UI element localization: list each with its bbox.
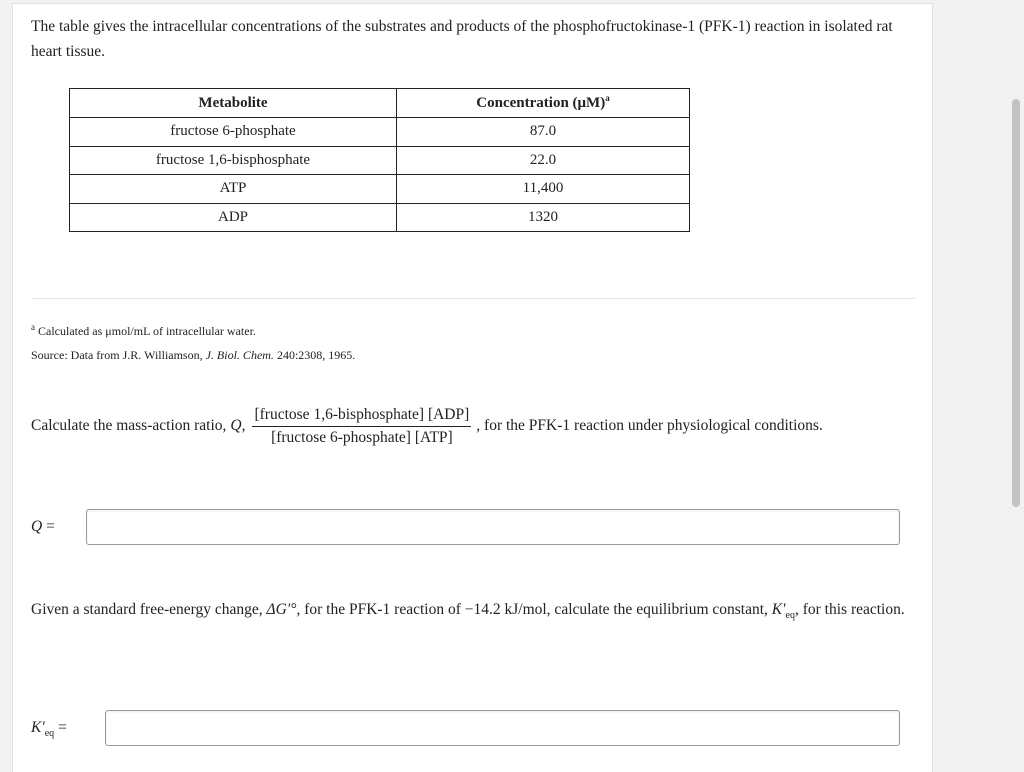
table-row [70,118,690,147]
q-answer-input[interactable] [86,509,900,545]
q1-prefix: Calculate the mass-action ratio, [31,417,227,434]
cell-concentration: 87.0 [397,118,690,147]
q-answer-label [31,518,86,536]
cell-metabolite: fructose 6-phosphate [70,118,397,147]
keq-answer-symbol: K′ [31,718,45,736]
cell-concentration: 1320 [397,203,690,232]
source-prefix: Source: Data from J.R. Williamson, [31,348,206,362]
q1-suffix: , for the PFK-1 reaction under physiological conditions. [476,417,823,434]
q2-keq-sub: eq [785,610,795,622]
table-row [70,203,690,232]
q2-text-b: , for the PFK-1 reaction of −14.2 kJ/mol, calculate the equilibrium constant, [296,601,772,618]
q2-delta-g: ΔG′° [266,601,297,618]
q2-keq: K′ [771,601,786,618]
concentration-table [69,88,690,232]
q1-comma: , [241,417,246,434]
q2-text-c: , for this reaction. [794,601,905,618]
cell-concentration: 11,400 [397,175,690,204]
q2-text-a: Given a standard free-energy change, [31,601,267,618]
table-row [70,146,690,175]
mass-action-fraction [252,406,471,447]
fraction-denominator: [fructose 6-phosphate] [ATP] [271,428,453,446]
footnote-source [31,347,355,363]
q1-symbol: Q [230,417,242,434]
keq-answer-input[interactable] [105,710,900,746]
intro-text: The table gives the intracellular concentrations of the substrates and products of the phosphofructokinase-1 (PFK-1) reaction in isolated rat heart tissue. [31,18,893,60]
source-journal: J. Biol. Chem. [205,348,274,362]
header-concentration-label: Concentration (μM) [476,94,606,111]
section-divider [31,298,915,299]
source-suffix: 240:2308, 1965. [273,348,356,362]
answer-row-q [31,507,900,547]
cell-concentration: 22.0 [397,146,690,175]
table-header-row [70,89,690,118]
cell-metabolite: fructose 1,6-bisphosphate [70,146,397,175]
page-scrollbar-thumb[interactable] [1012,99,1020,507]
keq-answer-equals: = [54,718,67,736]
cell-metabolite: ATP [70,175,397,204]
question-mass-action-ratio [31,402,823,450]
question-equilibrium-constant [31,597,921,622]
keq-answer-sub: eq [44,727,55,739]
table-row [70,175,690,204]
footnote-marker: a [31,322,35,332]
cell-metabolite: ADP [70,203,397,232]
header-concentration-note: a [605,92,610,103]
q-answer-symbol: Q [31,518,43,535]
answer-row-keq [31,707,900,748]
keq-answer-label [31,719,105,737]
q-answer-equals: = [42,518,55,535]
footnote-units [31,323,256,339]
footnote-units-text: Calculated as μmol/mL of intracellular water. [38,324,256,338]
fraction-numerator: [fructose 1,6-bisphosphate] [ADP] [252,406,471,427]
header-concentration [397,89,690,118]
header-metabolite: Metabolite [70,89,397,118]
